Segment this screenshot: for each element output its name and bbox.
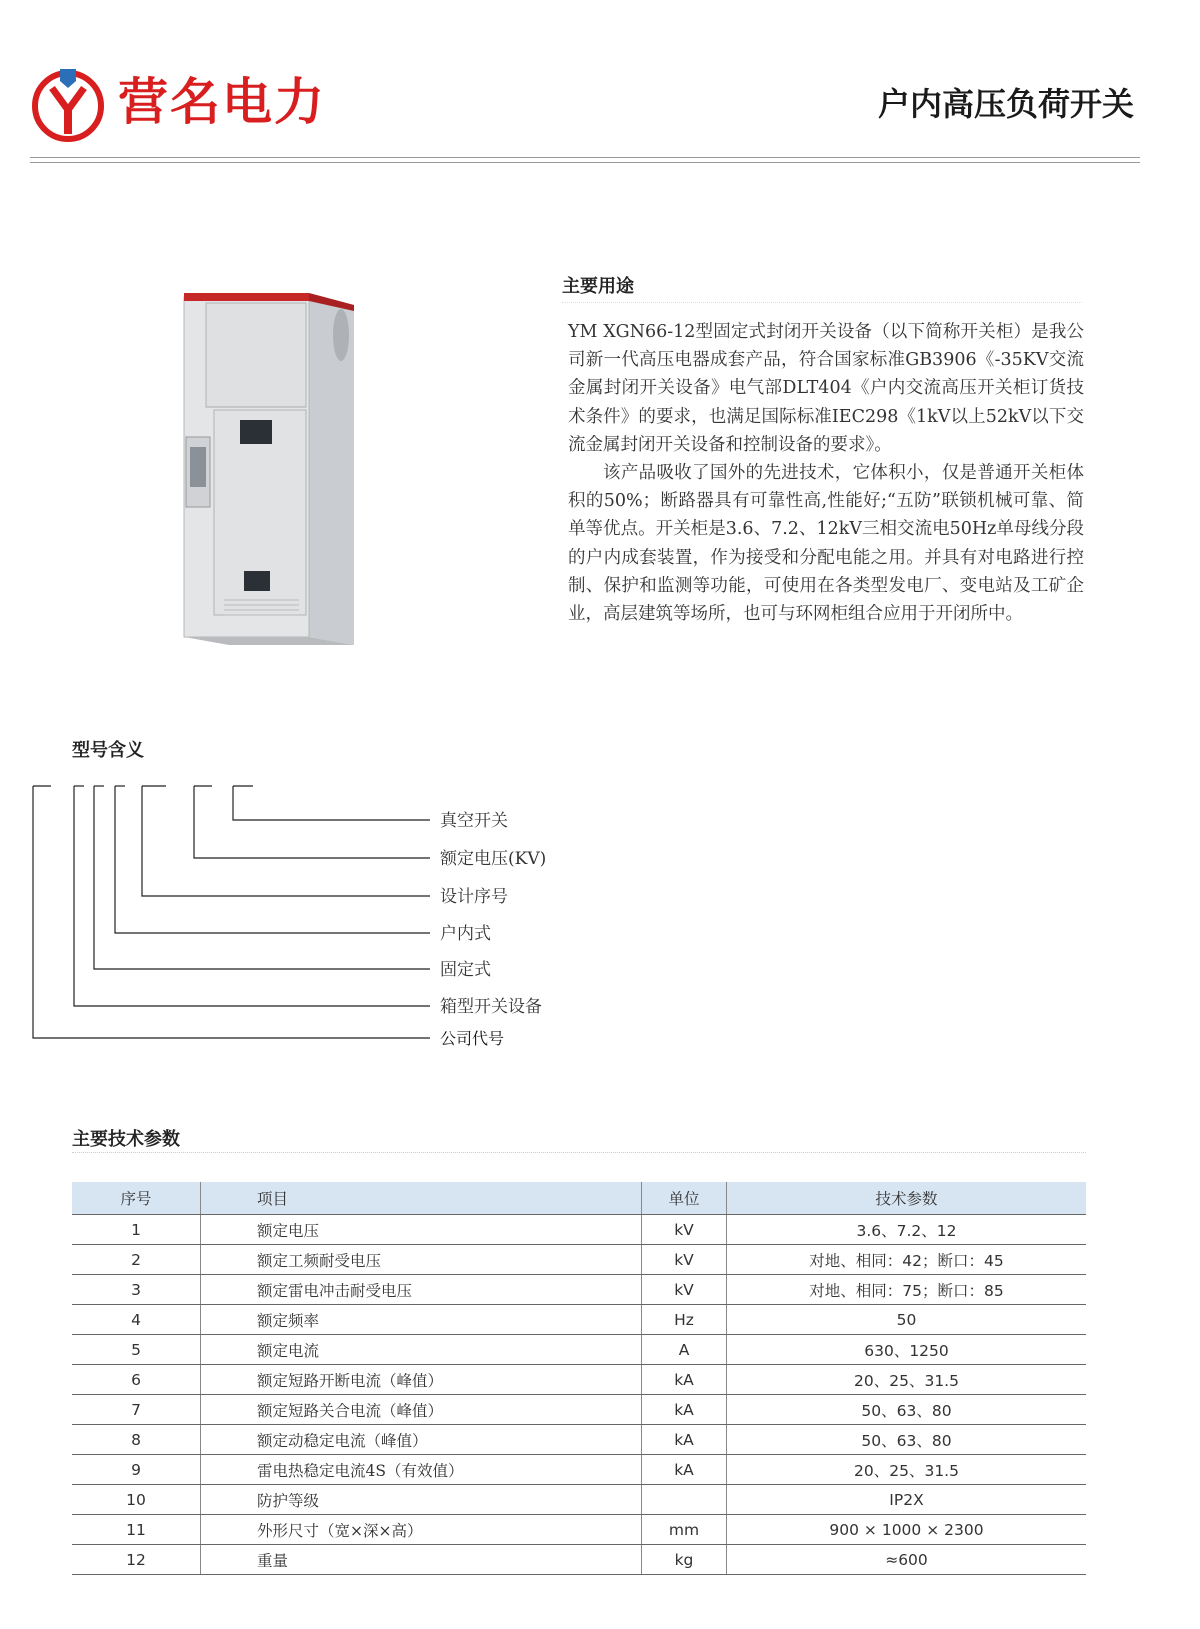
table-cell: kV: [642, 1215, 727, 1245]
table-cell: 3.6、7.2、12: [727, 1215, 1087, 1245]
code-meaning-label: 真空开关: [440, 811, 508, 831]
table-cell: 630、1250: [727, 1335, 1087, 1365]
table-cell: 对地、相同：75；断口：85: [727, 1275, 1087, 1305]
brand-name: 营名电力: [118, 73, 326, 131]
code-connector: [115, 786, 430, 933]
table-cell: 50、63、80: [727, 1425, 1087, 1455]
table-cell: 雷电热稳定电流4S（有效值）: [201, 1455, 642, 1485]
table-cell: 额定电压: [201, 1215, 642, 1245]
table-cell: 50、63、80: [727, 1395, 1087, 1425]
table-cell: 额定雷电冲击耐受电压: [201, 1275, 642, 1305]
table-row: [72, 1275, 1086, 1305]
code-connector: [142, 786, 430, 896]
table-cell: kA: [642, 1425, 727, 1455]
table-row: [72, 1335, 1086, 1365]
table-row: [72, 1515, 1086, 1545]
company-logo-icon: [30, 66, 106, 142]
code-meaning-label: 户内式: [440, 924, 491, 944]
params-table: [72, 1182, 1086, 1575]
table-row: [72, 1455, 1086, 1485]
model-code-diagram: [0, 770, 640, 1090]
table-cell: kA: [642, 1395, 727, 1425]
params-header-row: [72, 1182, 1086, 1215]
table-cell: [642, 1485, 727, 1515]
table-cell: kg: [642, 1545, 727, 1575]
params-heading: 主要技术参数: [72, 1129, 180, 1150]
params-divider: [72, 1152, 1086, 1154]
code-connector: [233, 786, 430, 820]
table-cell: mm: [642, 1515, 727, 1545]
table-cell: 3: [72, 1275, 201, 1305]
table-cell: 防护等级: [201, 1485, 642, 1515]
usage-paragraph: 该产品吸收了国外的先进技术，它体积小，仅是普通开关柜体积的50%；断路器具有可靠性高,性能好;“五防”联锁机械可靠、简单等优点。开关柜是3.6、7.2、12kV三相交流电50Hz单母线分段的户内成套装置，作为接受和分配电能之用。并具有对电路进行控制、保护和监测等功能，可使用在各类型发电厂、变电站及工矿企业，高层建筑等场所，也可与环网柜组合应用于开闭所中。: [568, 463, 1084, 625]
code-meaning-label: 固定式: [440, 960, 491, 980]
code-connector: [194, 786, 430, 858]
table-row: [72, 1245, 1086, 1275]
table-cell: 重量: [201, 1545, 642, 1575]
header-divider: [30, 157, 1140, 163]
usage-heading: 主要用途: [562, 276, 634, 297]
table-cell: 5: [72, 1335, 201, 1365]
usage-paragraph: YM XGN66-12型固定式封闭开关设备（以下简称开关柜）是我公司新一代高压电器成套产品，符合国家标准GB3906《-35KV交流金属封闭开关设备》电气部DLT404《户内交流高压开关柜订货技术条件》的要求，也满足国际标准IEC298《1kV以上52kV以下交流金属封闭开关设备和控制设备的要求》。: [568, 322, 1084, 455]
table-row: [72, 1305, 1086, 1335]
table-cell: 4: [72, 1305, 201, 1335]
table-cell: 额定电流: [201, 1335, 642, 1365]
table-cell: 11: [72, 1515, 201, 1545]
table-cell: kA: [642, 1455, 727, 1485]
table-cell: IP2X: [727, 1485, 1087, 1515]
table-cell: Hz: [642, 1305, 727, 1335]
table-cell: 8: [72, 1425, 201, 1455]
table-cell: 额定频率: [201, 1305, 642, 1335]
code-meaning-label: 额定电压(KV): [440, 849, 547, 869]
table-cell: 额定短路开断电流（峰值）: [201, 1365, 642, 1395]
table-row: [72, 1215, 1086, 1245]
table-cell: A: [642, 1335, 727, 1365]
column-header: 技术参数: [727, 1182, 1087, 1215]
table-cell: 7: [72, 1395, 201, 1425]
table-cell: 9: [72, 1455, 201, 1485]
code-meaning-label: 箱型开关设备: [440, 997, 542, 1017]
table-cell: 额定工频耐受电压: [201, 1245, 642, 1275]
code-connector: [94, 786, 430, 969]
table-cell: ≈600: [727, 1545, 1087, 1575]
table-cell: 额定动稳定电流（峰值）: [201, 1425, 642, 1455]
table-cell: 20、25、31.5: [727, 1365, 1087, 1395]
table-cell: 外形尺寸（宽×深×高）: [201, 1515, 642, 1545]
column-header: 单位: [642, 1182, 727, 1215]
page-title: 户内高压负荷开关: [877, 85, 1134, 123]
table-row: [72, 1545, 1086, 1575]
code-connector: [33, 786, 430, 1038]
table-cell: 2: [72, 1245, 201, 1275]
table-cell: 对地、相同：42；断口：45: [727, 1245, 1087, 1275]
table-cell: kA: [642, 1365, 727, 1395]
table-row: [72, 1365, 1086, 1395]
code-meaning-label: 设计序号: [440, 887, 508, 907]
table-row: [72, 1395, 1086, 1425]
table-row: [72, 1485, 1086, 1515]
usage-divider: [562, 302, 1082, 304]
table-cell: 20、25、31.5: [727, 1455, 1087, 1485]
table-cell: kV: [642, 1275, 727, 1305]
table-cell: 50: [727, 1305, 1087, 1335]
switchgear-cabinet-image: [64, 275, 504, 675]
table-row: [72, 1425, 1086, 1455]
table-cell: 900 × 1000 × 2300: [727, 1515, 1087, 1545]
table-cell: 12: [72, 1545, 201, 1575]
table-cell: 6: [72, 1365, 201, 1395]
table-cell: kV: [642, 1245, 727, 1275]
code-meaning-label: 公司代号: [440, 1029, 505, 1048]
column-header: 序号: [72, 1182, 201, 1215]
column-header: 项目: [201, 1182, 642, 1215]
table-cell: 额定短路关合电流（峰值）: [201, 1395, 642, 1425]
table-cell: 1: [72, 1215, 201, 1245]
model-heading: 型号含义: [72, 740, 144, 761]
usage-description: [568, 318, 1084, 628]
table-cell: 10: [72, 1485, 201, 1515]
